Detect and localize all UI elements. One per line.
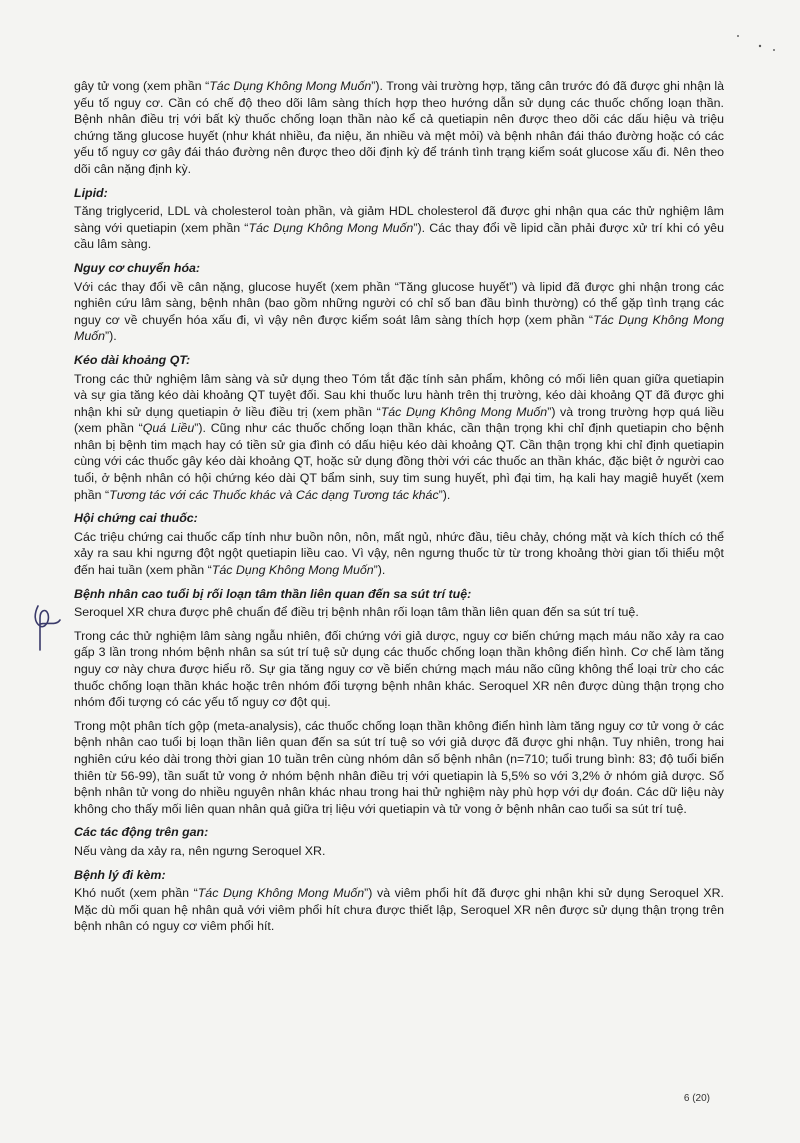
body-paragraph xyxy=(74,604,724,621)
section-heading: Kéo dài khoảng QT: xyxy=(74,352,191,367)
section-reference: Quá Liều xyxy=(142,421,195,436)
section-heading: Bệnh lý đi kèm: xyxy=(74,867,166,882)
paragraph-text: Trong một phân tích gộp (meta-analysis), các thuốc chống loạn thần không điển hình làm tăng nguy cơ tử vong ở các bệnh nhân cao tuổi bị loạn thần liên quan đến sa sút trí tuệ so với giả dược đã được ghi nhận. Tuy nhiên, trong hai nghiên cứu kéo dài trong thời gian 10 tuần trên cùng nhóm dân số bệnh nhân (n=710; tuổi trung bình: 83; độ tuổi biến thiên từ 56-99), tần suất tử vong ở nhóm bệnh nhân điều trị với quetiapin là 5,5% so với 3,2% ở nhóm giả dược. Số bệnh nhân tử vong do nhiều nguyên nhân khác nhau trong hai thử nghiệm này phù hợp với dự đoán. Các dữ liệu này không cho thấy mối liên quan nhân quả giữa trị liệu với quetiapin và tử vong ở bệnh nhân cao tuổi sa sút trí tuệ. xyxy=(74,718,724,816)
body-paragraph xyxy=(74,843,724,860)
paragraph-text: Trong các thử nghiệm lâm sàng ngẫu nhiên, đối chứng với giả dược, nguy cơ biến chứng mạch máu não xảy ra cao gấp 3 lần trong nhóm bệnh nhân sa sút trí tuệ sử dụng các thuốc chống loạn thần không điển hình. Cơ chế làm tăng nguy cơ này chưa được hiểu rõ. Sự gia tăng nguy cơ về biến chứng mạch máu não cũng không thể loại trừ cho các thuốc chống loạn thần khác hoặc trên nhóm đối tượng bệnh nhân khác. Seroquel XR nên được dùng thận trọng cho nhóm đối tượng có các yếu tố nguy cơ đột quị. xyxy=(74,628,724,710)
paragraph-text: ”) và viêm phổi hít đã được ghi nhận khi sử dụng Seroquel XR. Mặc dù mối quan hệ nhân quả với viêm phổi hít chưa được thiết lập, Seroquel XR nên được sử dụng thận trọng trên bệnh nhân có nguy cơ viêm phổi hít. xyxy=(74,886,724,934)
paragraph-text: ”). xyxy=(105,329,117,344)
body-paragraph xyxy=(74,885,724,935)
paragraph-text: ”). Các thay đổi về lipid cần phải được xử trí khi có yêu cầu lâm sàng. xyxy=(74,220,724,252)
paragraph-text: ”). Trong vài trường hợp, tăng cân trước đó đã được ghi nhận là yếu tố nguy cơ. Cần có chế độ theo dõi lâm sàng thích hợp theo hướng dẫn sử dụng các thuốc chống loạn thần. Bệnh nhân điều trị với bất kỳ thuốc chống loạn thần nào kể cả quetiapin nên được theo dõi các dấu hiệu và triệu chứng tăng glucose huyết (như khát nhiều, đa niệu, ăn nhiều và mệt mỏi) và bệnh nhân đái tháo đường hoặc có các yếu tố nguy cơ gây đái tháo đường nên được theo dõi định kỳ để tránh tình trạng kiểm soát glucose xấu đi. Nên theo dõi cân nặng định kỳ. xyxy=(74,79,724,176)
paragraph-text: Tăng triglycerid, LDL và cholesterol toàn phần, và giảm HDL cholesterol đã được ghi nhận qua các thử nghiệm lâm sàng với quetiapin (xem phần “ xyxy=(74,204,724,235)
paragraph-text: ”) và trong trường hợp quá liều (xem phần “ xyxy=(74,404,724,436)
paragraph-text: Các triệu chứng cai thuốc cấp tính như buồn nôn, nôn, mất ngủ, nhức đầu, tiêu chảy, chóng mặt và kích thích có thể xảy ra sau khi ngưng đột ngột quetiapin liều cao. Vì vậy, nên ngưng thuốc từ từ trong khoảng thời gian tối thiểu một đến hai tuần (xem phần “ xyxy=(74,529,724,578)
section-reference: Tác Dụng Không Mong Muốn xyxy=(380,404,548,419)
body-paragraph xyxy=(74,279,724,345)
body-paragraph xyxy=(74,628,724,711)
section-heading: Bệnh nhân cao tuổi bị rối loạn tâm thần liên quan đến sa sút trí tuệ: xyxy=(74,586,472,601)
paragraph-text: Seroquel XR chưa được phê chuẩn để điều trị bệnh nhân rối loạn tâm thần liên quan đến sa sút trí tuệ. xyxy=(74,605,639,620)
body-paragraph xyxy=(74,371,724,504)
section-reference: Tác Dụng Không Mong Muốn xyxy=(248,220,414,235)
section-heading: Hội chứng cai thuốc: xyxy=(74,511,198,526)
body-paragraph xyxy=(74,203,724,253)
section-reference: Tác Dụng Không Mong Muốn xyxy=(197,886,365,901)
paragraph-text: Nếu vàng da xảy ra, nên ngưng Seroquel XR. xyxy=(74,843,326,858)
section-reference: Tương tác với các Thuốc khác và Các dạng Tương tác khác xyxy=(109,487,439,502)
section-heading: Nguy cơ chuyển hóa: xyxy=(74,260,201,275)
paragraph-text: Khó nuốt (xem phần “ xyxy=(74,886,198,901)
scan-speck-icon xyxy=(730,30,780,60)
paragraph-text: gây tử vong (xem phần “ xyxy=(74,79,210,93)
paragraph-text: ”). Cũng như các thuốc chống loạn thần khác, cần thận trọng khi chỉ định quetiapin cho bệnh nhân bị bệnh tim mạch hay có tiền sử gia đình có dấu hiệu kéo dài khoảng QT. Cần thận trọng khi chỉ định quetiapin cùng với các thuốc gây kéo dài khoảng QT, hoặc sử dụng đồng thời với các thuốc an thần khác, đặc biệt ở người cao tuổi, ở bệnh nhân có hội chứng kéo dài QT bẩm sinh, suy tim sung huyết, phì đại tim, hạ kali hay magiê huyết (xem phần “ xyxy=(74,421,724,502)
document-body xyxy=(74,78,724,942)
paragraph-text: Trong các thử nghiệm lâm sàng và sử dụng theo Tóm tắt đặc tính sản phẩm, không có mối liên quan giữa quetiapin và sự gia tăng kéo dài khoảng QT tuyệt đối. Sau khi thuốc lưu hành trên thị trường, kéo dài khoảng QT đã được ghi nhận khi sử dụng quetiapin ở liều điều trị (xem phần “ xyxy=(74,371,724,419)
paragraph-text: Với các thay đổi về cân nặng, glucose huyết (xem phần “Tăng glucose huyết”) và lipid đã được ghi nhận trong các nghiên cứu lâm sàng, bệnh nhân (bao gồm những người có chỉ số ban đầu bình thường) có thể gặp tình trạng các nguy cơ về chuyển hóa xấu đi, vì vậy nên được kiểm soát lâm sàng thích hợp (xem phần “ xyxy=(74,279,724,327)
section-heading: Các tác động trên gan: xyxy=(74,825,209,840)
body-paragraph xyxy=(74,78,724,178)
handwritten-mark-icon xyxy=(30,600,70,660)
section-reference: Tác Dụng Không Mong Muốn xyxy=(211,563,374,578)
paragraph-text: ”). xyxy=(373,563,386,578)
section-heading: Lipid: xyxy=(74,185,108,200)
page-number: 6 (20) xyxy=(683,1093,710,1104)
paragraph-text: ”). xyxy=(438,487,451,502)
section-reference: Tác Dụng Không Mong Muốn xyxy=(74,312,724,344)
body-paragraph xyxy=(74,718,724,818)
section-reference: Tác Dụng Không Mong Muốn xyxy=(209,79,372,93)
body-paragraph xyxy=(74,529,724,579)
